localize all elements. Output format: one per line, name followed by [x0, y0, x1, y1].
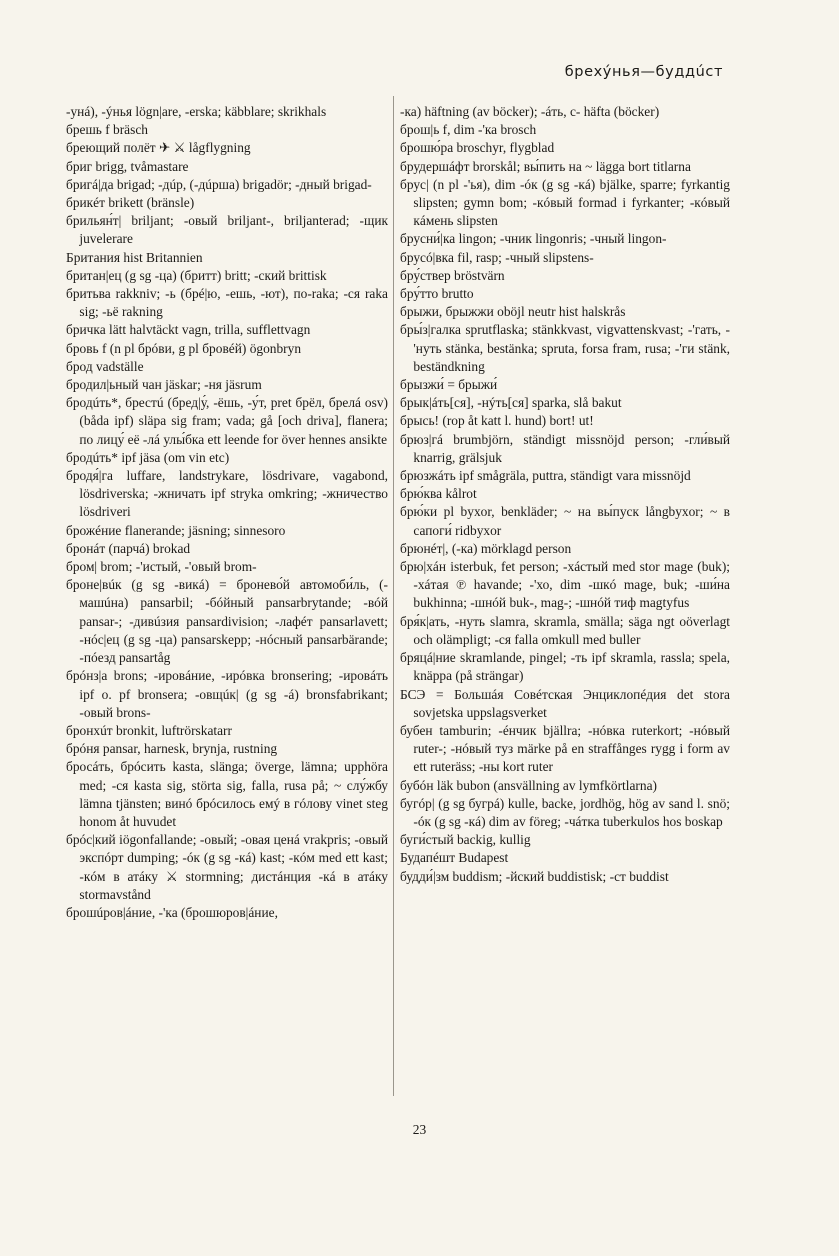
dictionary-entry: бугóр| (g sg бугрá) kulle, backe, jordhög, hög av sand l. snö; -óк (g sg -кá) dim av föreg; -чáтка tuberkulos hos boskap	[400, 795, 730, 829]
right-column	[400, 103, 730, 886]
left-column	[66, 103, 388, 922]
running-head: брехýнья—буддúст	[564, 64, 723, 80]
dictionary-entry: брóня pansar, harnesk, brynja, rustning	[66, 741, 278, 757]
dictionary-entry: брык|áть[ся], -нýть[ся] sparka, slå bakut	[400, 395, 622, 411]
dictionary-entry: брю́ква kålrot	[400, 486, 477, 502]
dictionary-entry: брудершáфт brorskål; вы́пить на ~ lägga bort titlarna	[400, 158, 691, 174]
dictionary-entry: брюз|гá brumbjörn, ständigt missnöjd person; -гли́вый knarrig, grälsjuk	[400, 431, 730, 465]
dictionary-entry: брызжи́ = брыжи́	[400, 377, 498, 393]
dictionary-entry: бреющий полёт ✈ ⚔ lågflygning	[66, 140, 251, 156]
dictionary-entry: бродúть*, брестú (бред|у́, -ёшь, -у́т, pret брёл, брелá osv) (båda ipf) släpa sig fram; vada; gå [och driva], flanera; по лицу́ её -лá улы́бка ett leende for över hennes ansikte	[66, 395, 388, 447]
dictionary-entry: броне|вúк (g sg -викá) = бронево́й автомоби́ль, (-машúна) pansarbil; -бóйный pansarbrytande; -вóй pansar-; -дивúзия pansardivision; -лафéт pansarlavett; -нóс|ец (g sg -ца) pansarskepp; -нóсный pansarbärande; -пóезд pansartåg	[66, 577, 388, 666]
dictionary-entry: брюзжáть ipf smågräla, puttra, ständigt vara missnöjd	[400, 468, 691, 484]
dictionary-entry: бубен tamburin; -éнчик bjällra; -нóвка ruterkort; -нóвый ruter-; -нóвый туз märke på en straffånges rygg i form av ett ruteräss; -ны kort ruter	[400, 722, 730, 775]
dictionary-entry: бросáть, брóсить kasta, slänga; överge, lämna; upphöra med; -ся kasta sig, störta sig, falla, rusa på; ~ слу́жбу lämna tjänsten; винó брóсилось емý в гóлову vinet steg honom åt huvudet	[66, 759, 388, 829]
column-divider	[393, 96, 394, 1096]
dictionary-entry: брю|хáн isterbuk, fet person; -хáстый med stor mage (buk); -хáтая ℗ havande; -'хо, dim -шкó mage, buk; -ши́на bukhinna; -шнóй buk-, mag-; -шнóй тиф magtyfus	[400, 559, 730, 611]
dictionary-entry: бриг brigg, tvåmastare	[66, 158, 189, 174]
dictionary-entry: бубóн läk bubon (ansvällning av lymfkörtlarna)	[400, 777, 657, 793]
dictionary-entry: бру́тто brutto	[400, 286, 474, 302]
dictionary-entry: бря́к|ать, -нуть slamra, skramla, smälla; säga ngt oöverlagt och olämpligt; -ся falla omkull med buller	[400, 613, 730, 647]
dictionary-entry: буги́стый backig, kullig	[400, 832, 531, 848]
page-number: 23	[412, 1122, 427, 1137]
dictionary-entry: британ|ец (g sg -ца) (бритт) britt; -ский brittisk	[66, 267, 327, 283]
dictionary-entry: бригá|да brigad; -дúр, (-дúрша) brigadör; -дный brigad-	[66, 176, 372, 192]
dictionary-entry: брысь! (rop åt katt l. hund) bort! ut!	[400, 413, 594, 429]
dictionary-entry: бронхúт bronkit, luftrörskatarr	[66, 722, 232, 738]
dictionary-entry: брод vadställe	[66, 358, 144, 374]
dictionary-entry: Британия hist Britannien	[66, 249, 203, 265]
dictionary-entry: брусó|вка fil, rasp; -чный slipstens-	[400, 249, 594, 265]
dictionary-entry: БСЭ = Большáя Совéтская Энциклопéдия det stora sovjetska uppslagsverket	[400, 686, 730, 720]
dictionary-entry: бронáт (парчá) brokad	[66, 540, 191, 556]
dictionary-entry: брыжи, брыжжи oböjl neutr hist halskrås	[400, 304, 626, 320]
dictionary-entry: будди́|зм buddism; -йский buddistisk; -ст buddist	[400, 868, 669, 884]
dictionary-entry: брешь f bräsch	[66, 122, 148, 138]
dictionary-entry: брю́ки pl byxor, benkläder; ~ на вы́пуск långbyxor; ~ в сапоги́ ridbyxor	[400, 504, 730, 538]
dictionary-entry: бру́ствер bröstvärn	[400, 267, 505, 283]
dictionary-entry: брусни́|ка lingon; -чник lingonris; -чный lingon-	[400, 231, 667, 247]
dictionary-entry: брошúров|áние, -'ка (брошюров|áние,	[66, 904, 278, 920]
dictionary-entry: -унá), -ýнья lögn|are, -erska; käbblare; skrikhals	[66, 104, 327, 119]
dictionary-entry: брошю́ра broschyr, flygblad	[400, 140, 555, 156]
dictionary-entry: бродил|ьный чан jäskar; -ня jäsrum	[66, 377, 262, 393]
dictionary-entry: -ка) häftning (av böcker); -áть, с- häfta (böcker)	[400, 104, 660, 119]
dictionary-entry: брюнéт|, (-ка) mörklagd person	[400, 540, 572, 556]
dictionary-entry: брóс|кий iögonfallande; -овый; -овая ценá vrakpris; -овый экспóрт dumping; -óк (g sg -кá) kast; -кóм med ett kast; -кóм в атáку ⚔ stormning; дистáнция -кá в атáку stormavstånd	[66, 832, 388, 902]
dictionary-entry: брильян́т| briljant; -овый briljant-, briljanterad; -щик juvelerare	[66, 213, 388, 247]
dictionary-entry: брус| (n pl -'ья), dim -óк (g sg -кá) bjälke, sparre; fyrkantig slipsten; gymn bom; -кóвый formad i fyrkanter; -кóвый кáмень slipsten	[400, 176, 730, 229]
dictionary-entry: бровь f (n pl брóви, g pl бровéй) ögonbryn	[66, 340, 302, 356]
dictionary-entry: брожéние flanerande; jäsning; sinnesoro	[66, 522, 286, 538]
dictionary-entry: бритьва rakkniv; -ь (брé|ю, -ешь, -ют), по-raka; -ся raka sig; -ьё rakning	[66, 286, 388, 320]
dictionary-entry: Будапéшт Budapest	[400, 850, 509, 866]
dictionary-entry: бряцá|ние skramlande, pingel; -ть ipf skramla, rassla; spela, knäppa (på strängar)	[400, 650, 730, 684]
dictionary-entry: бричка lätt halvtäckt vagn, trilla, sufflettvagn	[66, 322, 311, 338]
dictionary-entry: брикéт brikett (bränsle)	[66, 195, 195, 211]
dictionary-entry: бры́з|галка sprutflaska; stänkkvast, vigvattenskvast; -'гать, -'нуть stänka, bestänka; spruta, forsa fram, rusa; -'ги stänk, beständkning	[400, 322, 730, 374]
dictionary-entry: бром| brom; -'истый, -'овый brom-	[66, 559, 257, 575]
dictionary-entry: брóнз|а brons; -ировáние, -ирóвка bronsering; -ировáть ipf o. pf bronsera; -овщúк| (g sg -á) bronsfabrikant; -овый brons-	[66, 668, 388, 720]
dictionary-entry: бродя́|га luffare, landstrykare, lösdrivare, vagabond, lösdriverska; -жничать ipf stryka omkring; -жничество lösdriveri	[66, 468, 388, 520]
dictionary-entry: брош|ь f, dim -'ка brosch	[400, 122, 537, 138]
dictionary-entry: бродúть* ipf jäsa (om vin etc)	[66, 449, 230, 465]
